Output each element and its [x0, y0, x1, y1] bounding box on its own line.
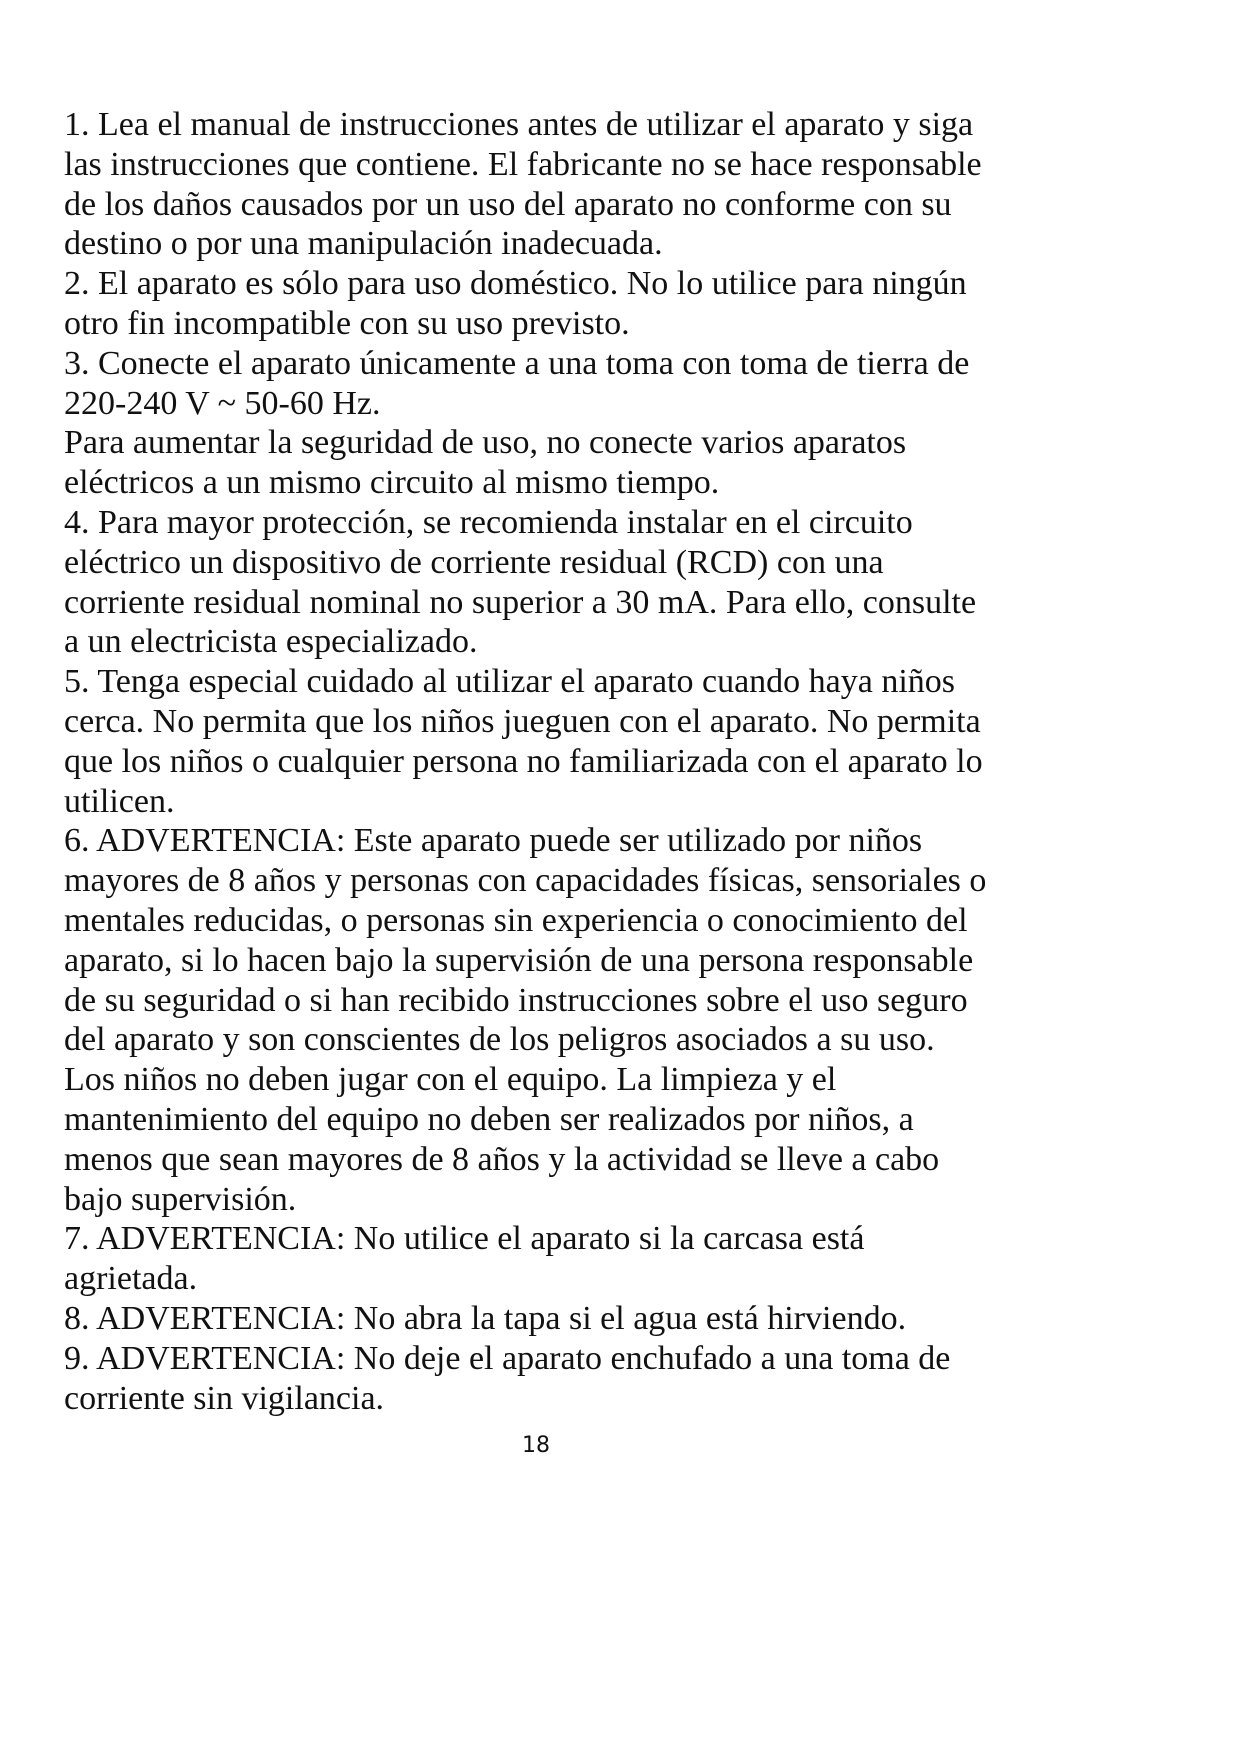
text-line: corriente residual nominal no superior a 30 mA. Para ello, consulte	[64, 583, 977, 621]
text-line: aparato, si lo hacen bajo la supervisión de una persona responsable	[64, 941, 974, 979]
text-line: 7. ADVERTENCIA: No utilice el aparato si la carcasa está	[64, 1220, 865, 1258]
text-line: 8. ADVERTENCIA: No abra la tapa si el agua está hirviendo.	[64, 1299, 907, 1337]
text-line: Los niños no deben jugar con el equipo. La limpieza y el	[64, 1061, 837, 1099]
page-number: 18	[522, 1433, 550, 1458]
text-line: que los niños o cualquier persona no familiarizada con el aparato lo	[64, 742, 983, 780]
text-line: mayores de 8 años y personas con capacidades físicas, sensoriales o	[64, 862, 987, 900]
text-line: las instrucciones que contiene. El fabricante no se hace responsable	[64, 145, 982, 183]
text-line: a un electricista especializado.	[64, 623, 478, 661]
text-line: de su seguridad o si han recibido instrucciones sobre el uso seguro	[64, 981, 968, 1019]
text-line: corriente sin vigilancia.	[64, 1379, 385, 1417]
text-line: 2. El aparato es sólo para uso doméstico. No lo utilice para ningún	[64, 265, 967, 303]
text-line: de los daños causados por un uso del aparato no conforme con su	[64, 185, 952, 223]
text-line: destino o por una manipulación inadecuada.	[64, 225, 663, 263]
text-line: 9. ADVERTENCIA: No deje el aparato enchufado a una toma de	[64, 1339, 951, 1377]
text-line: utilicen.	[64, 782, 175, 820]
text-line: 220-240 V ~ 50-60 Hz.	[64, 384, 381, 422]
text-line: menos que sean mayores de 8 años y la actividad se lleve a cabo	[64, 1140, 940, 1178]
text-line: mentales reducidas, o personas sin experiencia o conocimiento del	[64, 901, 968, 939]
text-line: 1. Lea el manual de instrucciones antes de utilizar el aparato y siga	[64, 106, 974, 143]
text-line: 4. Para mayor protección, se recomienda instalar en el circuito	[64, 503, 913, 541]
text-line: Para aumentar la seguridad de uso, no conecte varios aparatos	[64, 424, 907, 462]
text-line: otro fin incompatible con su uso previsto.	[64, 304, 630, 342]
instructions-text	[64, 105, 1044, 1418]
text-line: eléctrico un dispositivo de corriente residual (RCD) con una	[64, 543, 884, 581]
text-line: mantenimiento del equipo no deben ser realizados por niños, a	[64, 1100, 914, 1138]
text-line: 5. Tenga especial cuidado al utilizar el aparato cuando haya niños	[64, 663, 956, 701]
text-line: agrietada.	[64, 1260, 198, 1298]
text-line: eléctricos a un mismo circuito al mismo tiempo.	[64, 464, 720, 502]
text-line: del aparato y son conscientes de los peligros asociados a su uso.	[64, 1021, 935, 1059]
text-line: cerca. No permita que los niños jueguen con el aparato. No permita	[64, 702, 981, 740]
text-line: bajo supervisión.	[64, 1180, 297, 1218]
text-line: 6. ADVERTENCIA: Este aparato puede ser utilizado por niños	[64, 822, 923, 860]
text-line: 3. Conecte el aparato únicamente a una toma con toma de tierra de	[64, 344, 970, 382]
